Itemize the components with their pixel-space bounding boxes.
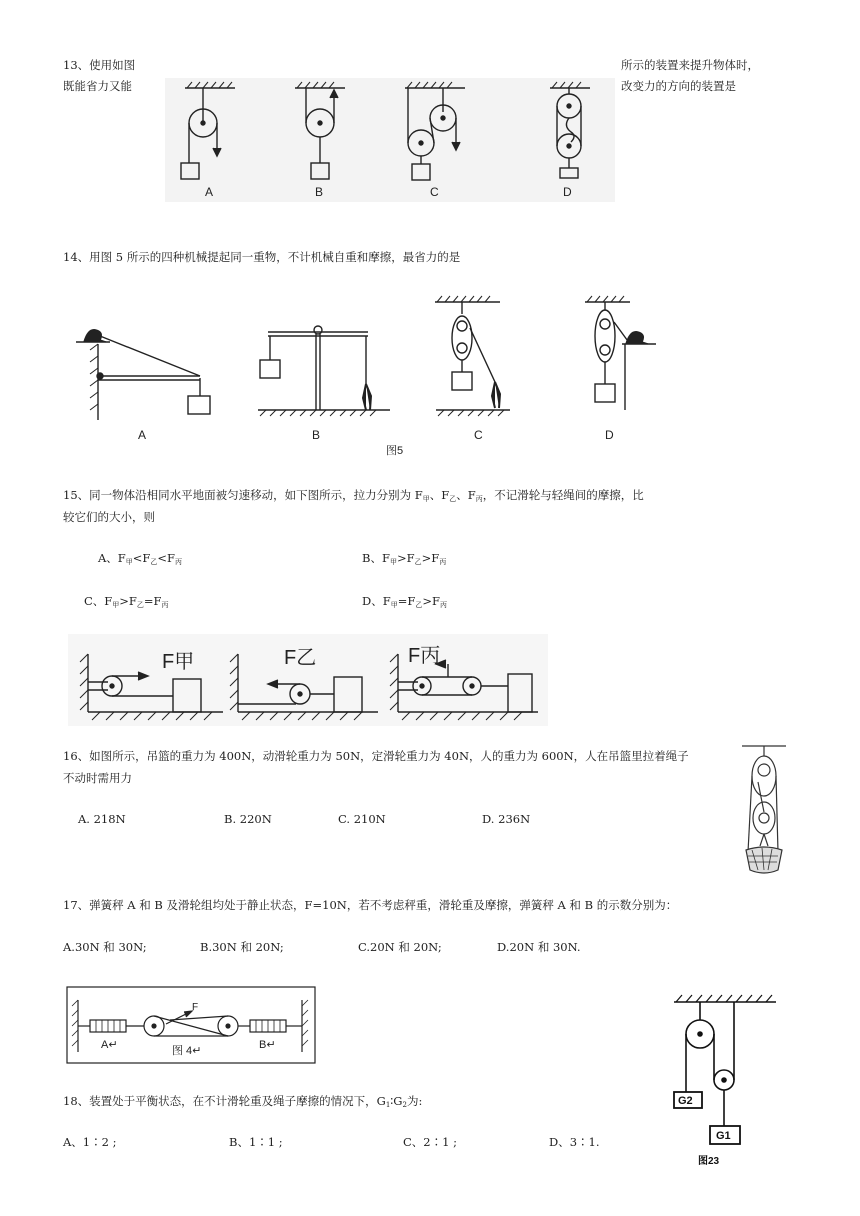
q15-stem-line1: 15、同一物体沿相同水平地面被匀速移动，如下图所示，拉力分别为 $F_甲$、$F_乙$、$F_丙$，不记滑轮与轻绳间的摩擦，比 <box>63 488 644 503</box>
q17-option-b: B.30N 和 20N; <box>200 940 284 954</box>
q17-option-d: D.20N 和 30N. <box>497 940 581 954</box>
q16-stem-line1: 16、如图所示，吊篮的重力为 400N，动滑轮重力为 50N，定滑轮重力为 40N，人的重力为 600N，人在吊篮里拉着绳子 <box>63 749 689 763</box>
q13-pulley-figure <box>165 78 615 202</box>
q17-fig-caption: 图 4↵ <box>172 1045 202 1057</box>
q13-label-a: A <box>205 185 214 199</box>
q17-stem: 17、弹簧秤 A 和 B 及滑轮组均处于静止状态，F=10N，若不考虑秤重，滑轮重及摩擦，弹簧秤 A 和 B 的示数分别为： <box>63 898 678 912</box>
q18-option-c: C、2∶1 ; <box>403 1135 457 1149</box>
q13-line2-left: 既能省力又能 <box>63 79 132 93</box>
q17-fig-label-b: B↵ <box>259 1039 276 1051</box>
q15-stem-line2: 较它们的大小，则 <box>63 510 155 524</box>
q14-label-a: A <box>138 428 147 442</box>
q14-machines-figure <box>70 292 660 460</box>
q15-fig-label-jia: F甲 <box>162 651 195 673</box>
q15-option-a: A、$F_甲<F_乙<F_丙$ <box>98 551 183 566</box>
q13-line1-right: 所示的装置来提升物体时， <box>621 58 759 72</box>
q18-option-d: D、3∶1. <box>549 1135 600 1149</box>
q16-option-b: B. 220N <box>224 812 272 826</box>
q14-stem: 14、用图 5 所示的四种机械提起同一重物，不计机械自重和摩擦，最省力的是 <box>63 250 461 264</box>
q18-g2-label: G2 <box>678 1095 693 1107</box>
q14-label-d: D <box>605 428 614 442</box>
q15-option-d: D、$F_甲=F_乙>F_丙$ <box>362 594 447 609</box>
q15-option-c: C、$F_甲>F_乙=F_丙$ <box>84 594 169 609</box>
q18-option-b: B、1∶1 ; <box>229 1135 283 1149</box>
q14-label-c: C <box>474 428 483 442</box>
q16-option-c: C. 210N <box>338 812 386 826</box>
q18-option-a: A、1∶2 ; <box>63 1135 117 1149</box>
q13-line2-right: 改变力的方向的装置是 <box>621 79 736 93</box>
q13-label-c: C <box>430 185 439 199</box>
q13-label-d: D <box>563 185 572 199</box>
q17-fig-label-f: F <box>192 1002 199 1013</box>
q18-stem: 18、装置处于平衡状态，在不计滑轮重及绳子摩擦的情况下，$G_1∶G_2$为: <box>63 1094 423 1109</box>
q15-fig-label-yi: F乙 <box>284 647 317 669</box>
q16-option-a: A. 218N <box>78 812 126 826</box>
q15-option-b: B、$F_甲>F_乙>F_丙$ <box>362 551 447 566</box>
q16-option-d: D. 236N <box>482 812 531 826</box>
q16-basket-figure <box>734 742 794 878</box>
q18-g1-label: G1 <box>716 1130 731 1142</box>
q15-fig-label-bing: F丙 <box>408 645 441 667</box>
q13-line1-left: 13、使用如图 <box>63 58 136 72</box>
q17-spring-figure <box>66 986 316 1064</box>
q17-option-c: C.20N 和 20N; <box>358 940 442 954</box>
q15-pulley-figure <box>68 634 548 726</box>
q18-pulley-figure <box>664 992 784 1172</box>
q16-stem-line2: 不动时需用力 <box>63 771 132 785</box>
q14-label-b: B <box>312 428 321 442</box>
q13-label-b: B <box>315 185 324 199</box>
q14-caption: 图5 <box>386 445 404 457</box>
q17-fig-label-a: A↵ <box>101 1039 118 1051</box>
q18-caption: 图23 <box>698 1156 720 1167</box>
q17-option-a: A.30N 和 30N; <box>63 940 147 954</box>
